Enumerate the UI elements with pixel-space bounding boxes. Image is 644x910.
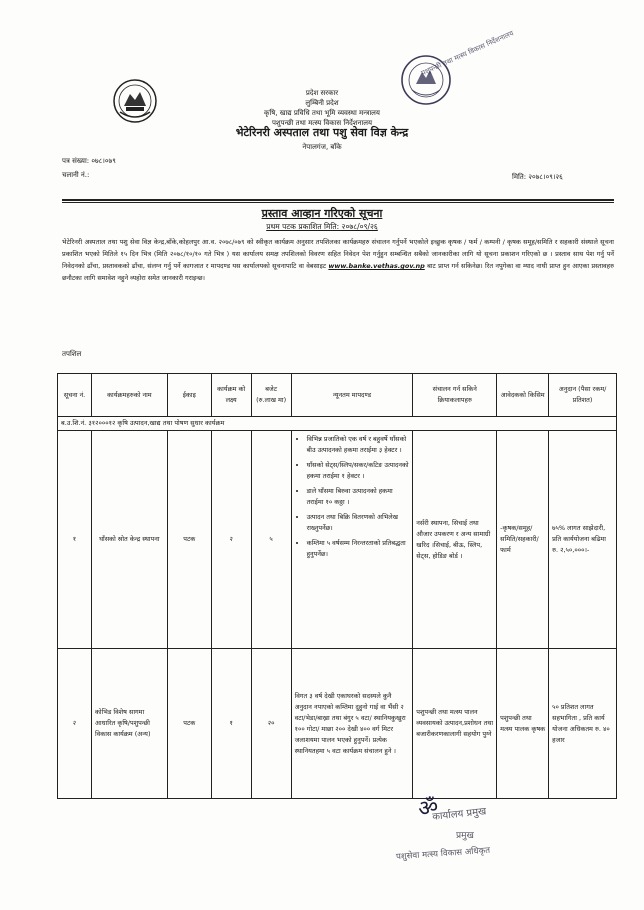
col-header-budget: बजेट (रु.लाख मा) bbox=[251, 374, 291, 417]
cell-criteria: विगत ३ वर्ष देखी एकाघरको सदस्यले कुनै अनुदान नपाएको कम्तिमा दुहुनो गाई वा भैंसी २ वटा/भेडा/बाख्रा तथा बंगुर ५ वटा/ स्थानियकुखुरा १०० गोटा/ माछा २०० देखी ४०० वर्ग मिटर जलाशयमा पालन भएको हुनुपर्ने। प्रत्येक स्थानियतहमा ५ वटा कार्यक्रम संचालन हुने । bbox=[291, 649, 413, 799]
signature-block bbox=[392, 792, 552, 882]
section-row bbox=[58, 417, 617, 431]
header-line3: कृषि, खाद्य प्रविधि तथा भूमि व्यवस्था मन्त्रालय bbox=[264, 109, 380, 117]
col-header-unit: ईकाइ bbox=[167, 374, 211, 417]
cell-applicant: पशुपन्छी तथा मत्स्य पालक कृषक bbox=[497, 649, 549, 799]
stamp-overprint-text: पशुपन्छी तथा मत्स्य विकास निर्देशनालय bbox=[420, 29, 515, 78]
notice-body-text: भेटेरिनरी अस्पताल तथा पशु सेवा विज्ञ केन्द्र,बाँके,कोहलपुर आ.व. २०७८/०७९ को स्वीकृत कार्यक्रम अनुसार तपशिलका कार्यक्रमहरु संचालन गर्नुपर्ने भएकोले इच्छुक कृषक / फर्म / कम्पनी / कृषक समूह/समिति र सहकारी संस्थाले सूचना प्रकाशित भएको मितिले १५ दिन भित्र (मिति २०७८/१०/१० गते भित्र ) यस कार्यालय समक्ष तपशिलको विवरण सहित निवेदन पेश गर्नुहुन सम्बन्धित सबैको जानकारीका लागि यो सूचना प्रकाशन गरिएको छ । प्रस्ताव साथ पेश गर्नु पर्ने निवेदनको ढाँचा, प्रस्तावकको ढाँचा, संलग्न गर्नु पर्ने कागजात र मापदण्ड यस कार्यालयको सूचनापाटि वा वेबसाइट bbox=[62, 238, 614, 270]
col-header-applicant: आवेदकको किसिम bbox=[497, 374, 549, 417]
notice-body-end: बाट प्राप्त गर्न सकिनेछ। रित नपुगेका वा म्याद नाघी प्राप्त हुन आएका प्रस्तावहरु छनौटका लागि समावेश नहुने व्यहोरा समेत जानकारी गराइन्छ। bbox=[62, 262, 614, 282]
cell-sn: १ bbox=[58, 431, 92, 649]
header-line2: लुम्बिनी प्रदेश bbox=[305, 99, 339, 107]
website-link[interactable]: www.banke.vethas.gov.np bbox=[328, 262, 425, 270]
notice-body bbox=[62, 236, 614, 284]
cell-program-name: घाँसको स्रोत केन्द्र स्थापना bbox=[91, 431, 167, 649]
col-header-criteria: न्यूनतम मापदण्ड bbox=[291, 374, 413, 417]
header-block bbox=[0, 88, 644, 152]
signature-scribble: ॐ bbox=[416, 794, 440, 823]
table-row bbox=[58, 649, 617, 799]
cell-grant: ५० प्रतिशत लागत सहभागिता , प्रति कार्य योजना अधिकतम रु. ४० हजार bbox=[549, 649, 617, 799]
header-line1: प्रदेश सरकार bbox=[305, 89, 339, 97]
tapsil-label: तपशिल bbox=[62, 350, 82, 358]
table-row bbox=[58, 431, 617, 649]
cell-budget: २० bbox=[251, 649, 291, 799]
cell-applicant: -कृषक/समूह/समिति/सहकारी/फार्म bbox=[497, 431, 549, 649]
cell-sn: २ bbox=[58, 649, 92, 799]
signature-line3: पशुसेवा मत्स्य विकास अधिकृत bbox=[395, 845, 491, 863]
cell-target: १ bbox=[211, 649, 251, 799]
signature-line2: प्रमुख bbox=[456, 831, 474, 841]
program-table bbox=[57, 373, 617, 799]
col-header-grant: अनुदान (पैसा रकम/प्रतिशत) bbox=[549, 374, 617, 417]
office-title: भेटेरिनरी अस्पताल तथा पशु सेवा विज्ञ केन्द्र bbox=[235, 126, 409, 139]
letter-number: पत्र संख्या: ०७८।०७९ bbox=[62, 157, 116, 165]
header-line4: पशुपन्छी तथा मत्स्य विकास निर्देशनालय bbox=[271, 119, 373, 127]
cell-target: २ bbox=[211, 431, 251, 649]
dispatch-number: चलानी नं.: bbox=[62, 171, 90, 179]
notice-title: प्रस्ताव आव्हान गरिएको सूचना bbox=[261, 207, 383, 220]
criteria-list bbox=[295, 434, 410, 560]
header-rule bbox=[62, 199, 614, 201]
list-item: • कम्तिमा ५ वर्षसम्म निरन्तरताको प्रतिबद्धता हुनुपर्नेछ। bbox=[307, 538, 410, 560]
cell-criteria bbox=[291, 431, 413, 649]
office-address: नेपालगंज, बाँके bbox=[302, 143, 342, 151]
header-rule-thin bbox=[62, 202, 614, 203]
col-header-name: कार्यक्रमहरुको नाम bbox=[91, 374, 167, 417]
cell-grant: ७५% लागत साझेदारी, प्रति कार्ययोजना बढिमा रु. २,५०,०००।- bbox=[549, 431, 617, 649]
col-header-sn: सूचना नं. bbox=[58, 374, 92, 417]
list-item: • घाँसको सेट्स/स्लिप/सकर/कटिङ उत्पादनको हकमा तराईमा १ हेक्टर । bbox=[307, 460, 410, 482]
cell-budget: ५ bbox=[251, 431, 291, 649]
cell-unit: पटक bbox=[167, 431, 211, 649]
list-item: • डाले घाँसमा बिरुवा उत्पादनको हकमा तराईमा १० कठ्ठा । bbox=[307, 486, 410, 508]
notice-subtitle: प्रथम पटक प्रकाशित मिति: २०७८/०९/२६ bbox=[266, 222, 378, 231]
letter-date: मिति: २०७८।०९।२६ bbox=[512, 173, 563, 181]
col-header-target: कार्यक्रम को लक्ष्य bbox=[211, 374, 251, 417]
col-header-activities: संचालन गर्न सकिने क्रियाकलापहरु bbox=[413, 374, 497, 417]
cell-activities: पशुपन्छी तथा मत्स्य पालन व्यवसायको उत्पादन,प्रशोधन तथा बजारीकरणकालागी सहयोग पुग्ने bbox=[413, 649, 497, 799]
list-item: • विभिन्न प्रजातिको एक वर्ष र बहुवर्षे घाँसको बीउ उत्पादनको हकमा तराईमा ३ हेक्टर । bbox=[307, 434, 410, 456]
cell-activities: नर्सरी स्थापना, सिचाई तथा औजार उपकरण र अन्य सामाग्री खरिद ।सिचाई, बीऊ, स्लिप, सेट्स, होडिङ बोर्ड । bbox=[413, 431, 497, 649]
table-header-row bbox=[58, 374, 617, 417]
cell-program-name: कोभिड विशेष सागमा आधारित कृषि/पशुपन्छी विकास कार्यक्रम (अन्य) bbox=[91, 649, 167, 799]
signature-line1: कार्यालय प्रमुख bbox=[431, 806, 487, 823]
section-label: ब.उ.शि.नं. ३१२०००१२ कृषि उत्पादन,खाद्य तथा पोषण सुधार कार्यक्रम bbox=[58, 417, 617, 431]
list-item: • उत्पादन तथा बिक्रि वितरणको अभिलेख राख्नुपर्नेछ। bbox=[307, 512, 410, 534]
cell-unit: पटक bbox=[167, 649, 211, 799]
